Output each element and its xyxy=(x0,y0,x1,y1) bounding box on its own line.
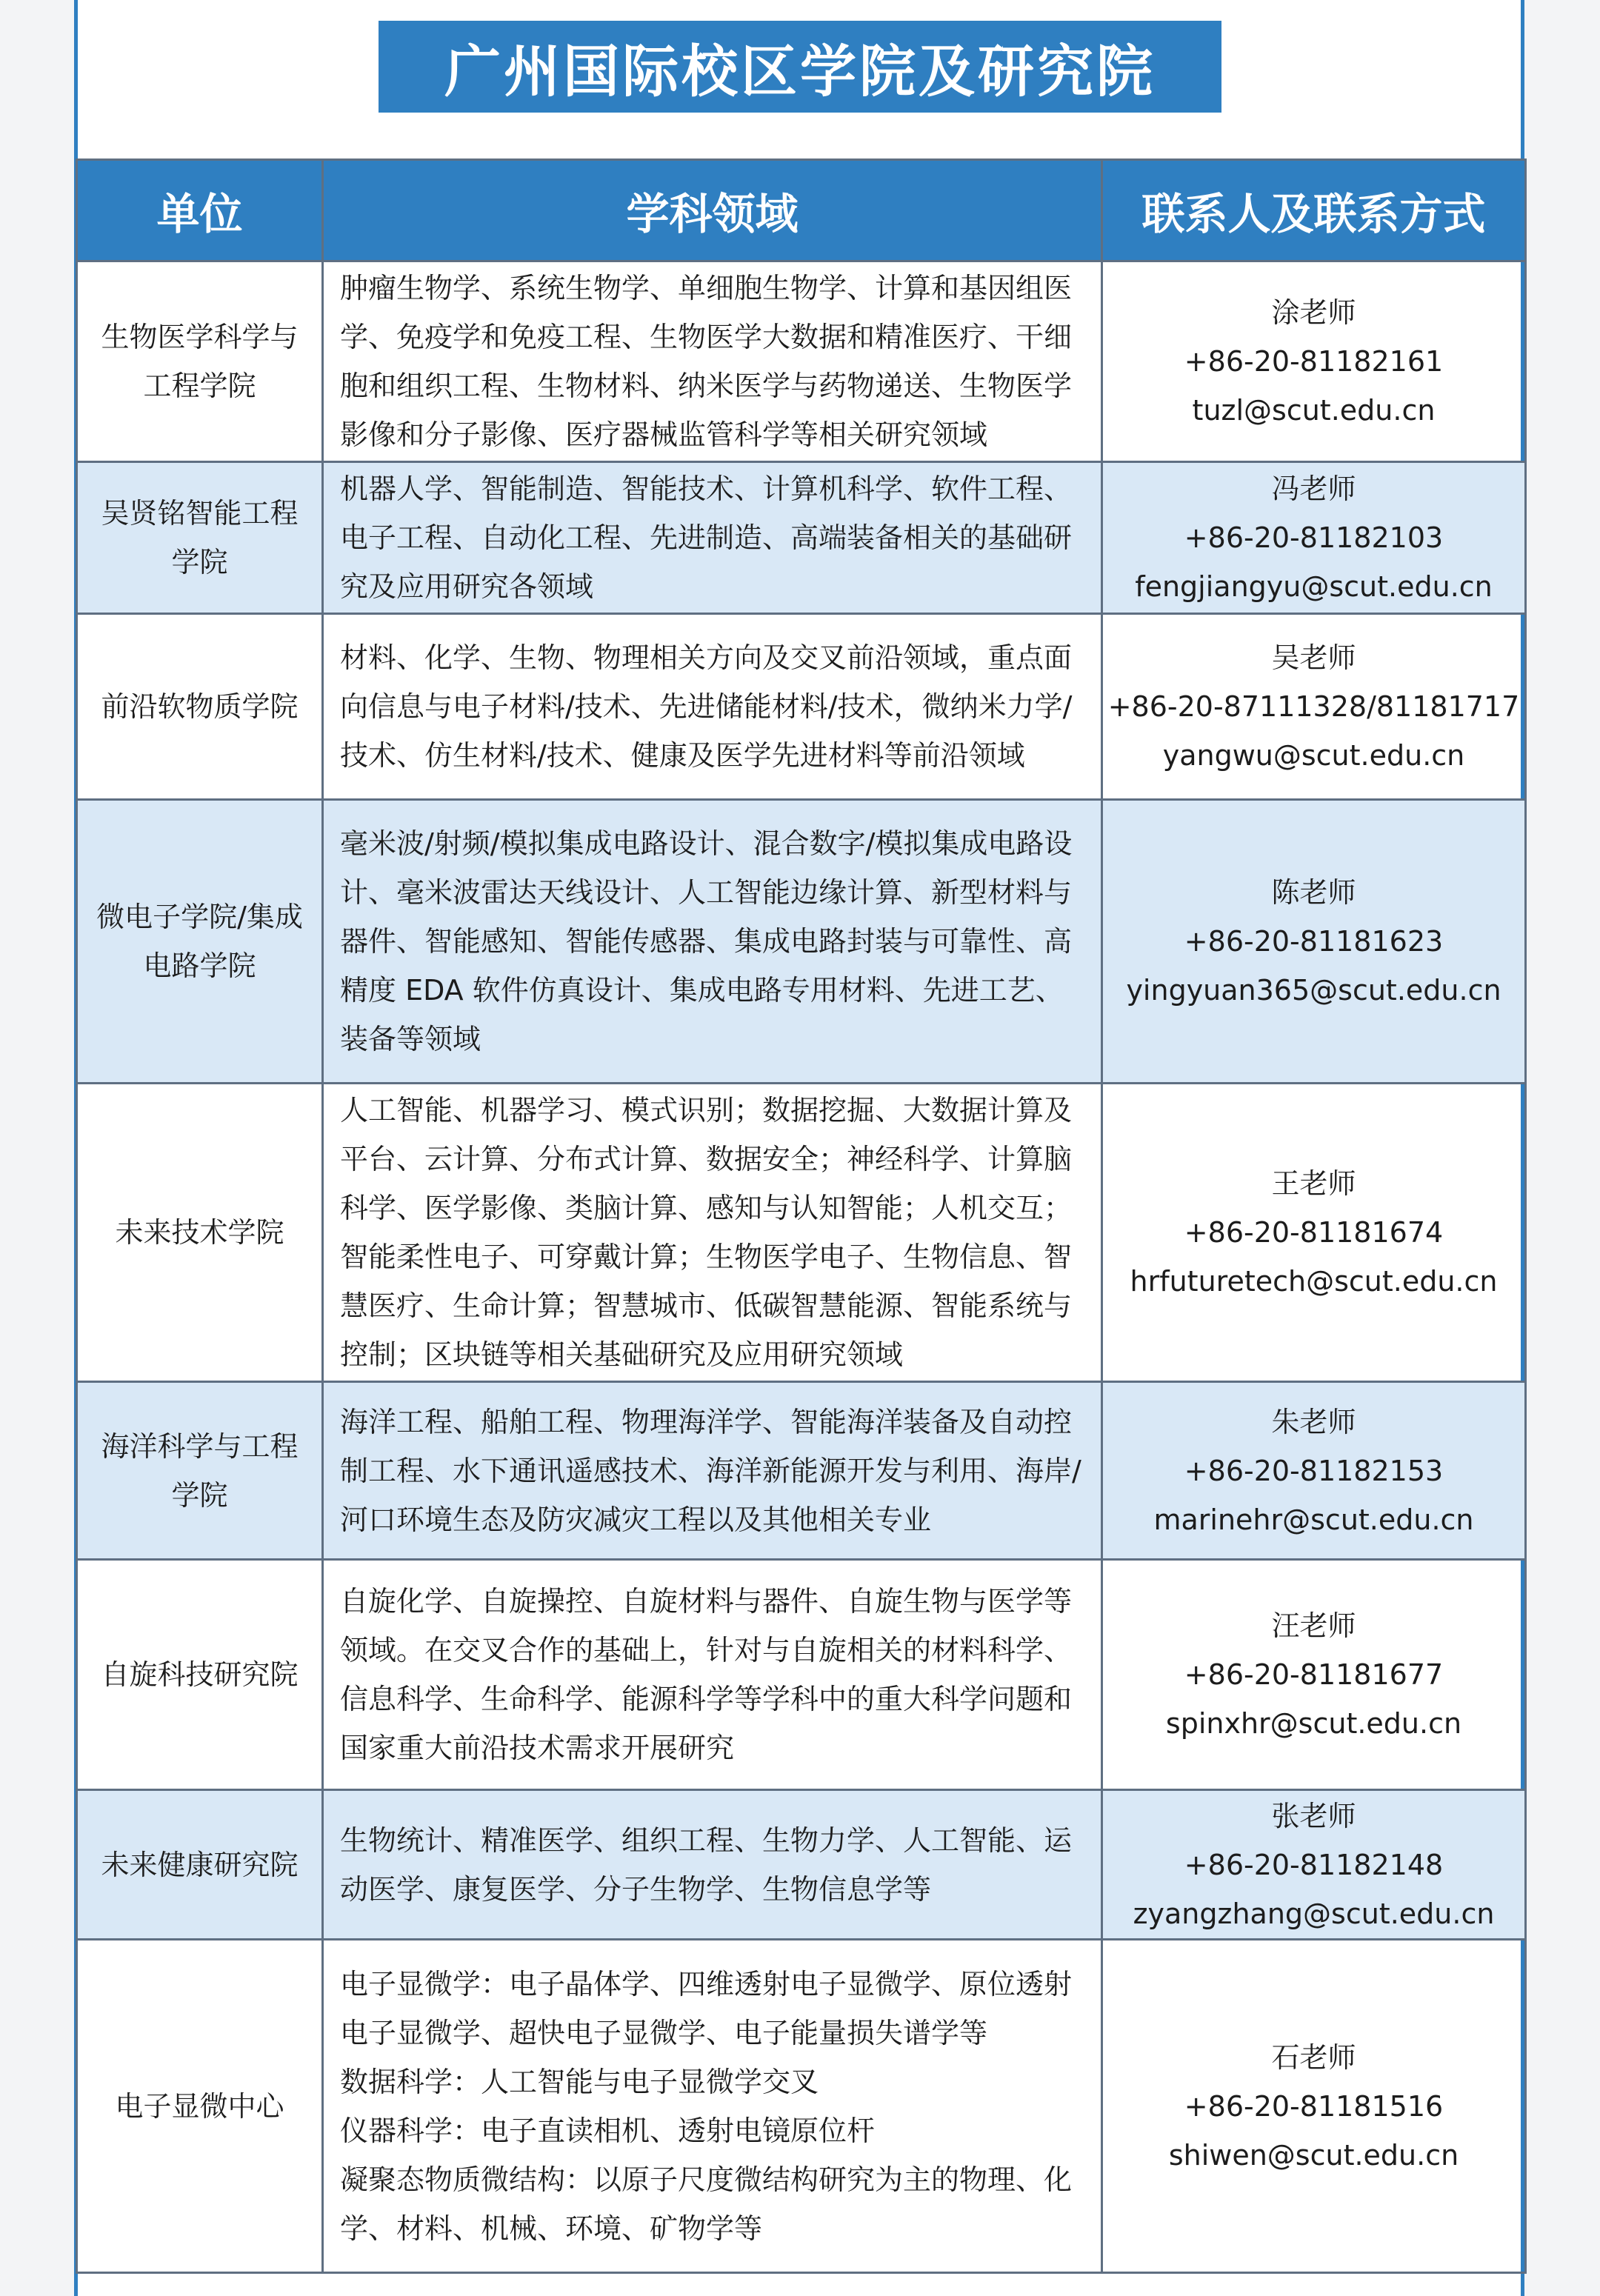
contact-phone: +86-20-81181677 xyxy=(1184,1658,1444,1691)
contact-phone: +86-20-81181516 xyxy=(1184,2089,1444,2123)
contact-email[interactable]: marinehr@scut.edu.cn xyxy=(1153,1503,1474,1536)
table-row xyxy=(77,1382,1526,1560)
contact-email[interactable]: spinxhr@scut.edu.cn xyxy=(1165,1707,1462,1740)
table-row xyxy=(77,614,1526,800)
contact-cell xyxy=(1102,800,1526,1084)
contact-name: 张老师 xyxy=(1271,1799,1356,1832)
field-cell: 机器人学、智能制造、智能技术、计算机科学、软件工程、电子工程、自动化工程、先进制造、高端装备相关的基础研究及应用研究各领域 xyxy=(323,462,1102,614)
header-unit: 单位 xyxy=(77,160,323,261)
unit-cell: 海洋科学与工程学院 xyxy=(77,1382,323,1560)
contact-email[interactable]: tuzl@scut.edu.cn xyxy=(1192,394,1436,427)
contact-name: 汪老师 xyxy=(1271,1609,1356,1642)
field-cell xyxy=(323,1940,1102,2273)
unit-cell: 前沿软物质学院 xyxy=(77,614,323,800)
table-row xyxy=(77,1084,1526,1382)
field-cell: 海洋工程、船舶工程、物理海洋学、智能海洋装备及自动控制工程、水下通讯遥感技术、海洋新能源开发与利用、海岸/河口环境生态及防灾减灾工程以及其他相关专业 xyxy=(323,1382,1102,1560)
table-row xyxy=(77,800,1526,1084)
contact-name: 冯老师 xyxy=(1271,473,1356,505)
field-cell: 人工智能、机器学习、模式识别；数据挖掘、大数据计算及平台、云计算、分布式计算、数据安全；神经科学、计算脑科学、医学影像、类脑计算、感知与认知智能；人机交互；智能柔性电子、可穿戴计算；生物医学电子、生物信息、智慧医疗、生命计算；智慧城市、低碳智慧能源、智能系统与控制；区块链等相关基础研究及应用研究领域 xyxy=(323,1084,1102,1382)
field-line: 电子显微学：电子晶体学、四维透射电子显微学、原位透射电子显微学、超快电子显微学、电子能量损失谱学等 xyxy=(340,1967,1073,2049)
contact-cell xyxy=(1102,614,1526,800)
unit-cell: 自旋科技研究院 xyxy=(77,1560,323,1790)
contact-cell xyxy=(1102,261,1526,462)
contact-phone: +86-20-81182161 xyxy=(1184,345,1444,378)
header-field: 学科领域 xyxy=(323,160,1102,261)
contact-name: 石老师 xyxy=(1271,2040,1356,2074)
contact-cell xyxy=(1102,462,1526,614)
contact-name: 朱老师 xyxy=(1271,1405,1356,1438)
contact-cell xyxy=(1102,1382,1526,1560)
contact-cell xyxy=(1102,1560,1526,1790)
contact-email[interactable]: hrfuturetech@scut.edu.cn xyxy=(1130,1265,1498,1298)
contact-phone: +86-20-81182153 xyxy=(1184,1454,1444,1487)
contact-phone: +86-20-81181623 xyxy=(1184,925,1444,958)
table-header-row xyxy=(77,160,1526,261)
table-row xyxy=(77,1940,1526,2273)
unit-cell: 吴贤铭智能工程学院 xyxy=(77,462,323,614)
contact-name: 陈老师 xyxy=(1271,876,1356,909)
institutes-table xyxy=(76,158,1527,2274)
unit-cell: 未来技术学院 xyxy=(77,1084,323,1382)
table-row xyxy=(77,462,1526,614)
field-cell: 生物统计、精准医学、组织工程、生物力学、人工智能、运动医学、康复医学、分子生物学、生物信息学等 xyxy=(323,1790,1102,1940)
contact-email[interactable]: fengjiangyu@scut.edu.cn xyxy=(1135,570,1493,603)
contact-email[interactable]: yingyuan365@scut.edu.cn xyxy=(1126,974,1501,1007)
contact-cell xyxy=(1102,1084,1526,1382)
field-line: 凝聚态物质微结构：以原子尺度微结构研究为主的物理、化学、材料、机械、环境、矿物学等 xyxy=(340,2163,1073,2245)
contact-email[interactable]: yangwu@scut.edu.cn xyxy=(1162,739,1465,772)
contact-email[interactable]: shiwen@scut.edu.cn xyxy=(1168,2138,1459,2172)
table-row xyxy=(77,261,1526,462)
contact-name: 涂老师 xyxy=(1271,296,1356,329)
contact-phone: +86-20-81182148 xyxy=(1184,1848,1444,1881)
contact-cell xyxy=(1102,1790,1526,1940)
contact-name: 王老师 xyxy=(1271,1167,1356,1200)
field-cell: 肿瘤生物学、系统生物学、单细胞生物学、计算和基因组医学、免疫学和免疫工程、生物医学大数据和精准医疗、干细胞和组织工程、生物材料、纳米医学与药物递送、生物医学影像和分子影像、医疗器械监管科学等相关研究领域 xyxy=(323,261,1102,462)
contact-phone: +86-20-87111328/81181717 xyxy=(1107,690,1520,723)
table-row xyxy=(77,1790,1526,1940)
contact-phone: +86-20-81181674 xyxy=(1184,1216,1444,1249)
unit-cell: 未来健康研究院 xyxy=(77,1790,323,1940)
contact-email[interactable]: zyangzhang@scut.edu.cn xyxy=(1133,1897,1495,1930)
unit-cell: 微电子学院/集成电路学院 xyxy=(77,800,323,1084)
field-cell: 材料、化学、生物、物理相关方向及交叉前沿领域，重点面向信息与电子材料/技术、先进储能材料/技术，微纳米力学/技术、仿生材料/技术、健康及医学先进材料等前沿领域 xyxy=(323,614,1102,800)
table-row xyxy=(77,1560,1526,1790)
unit-cell: 生物医学科学与工程学院 xyxy=(77,261,323,462)
contact-cell xyxy=(1102,1940,1526,2273)
page-title: 广州国际校区学院及研究院 xyxy=(379,21,1221,113)
field-line: 仪器科学：电子直读相机、透射电镜原位杆 xyxy=(340,2114,876,2147)
contact-phone: +86-20-81182103 xyxy=(1184,521,1444,554)
header-contact: 联系人及联系方式 xyxy=(1102,160,1526,261)
unit-cell: 电子显微中心 xyxy=(77,1940,323,2273)
field-cell: 毫米波/射频/模拟集成电路设计、混合数字/模拟集成电路设计、毫米波雷达天线设计、人工智能边缘计算、新型材料与器件、智能感知、智能传感器、集成电路封装与可靠性、高精度 EDA 软件仿真设计、集成电路专用材料、先进工艺、装备等领域 xyxy=(323,800,1102,1084)
field-cell: 自旋化学、自旋操控、自旋材料与器件、自旋生物与医学等领域。在交叉合作的基础上，针对与自旋相关的材料科学、信息科学、生命科学、能源科学等学科中的重大科学问题和国家重大前沿技术需求开展研究 xyxy=(323,1560,1102,1790)
contact-name: 吴老师 xyxy=(1271,641,1356,674)
field-line: 数据科学：人工智能与电子显微学交叉 xyxy=(340,2065,819,2098)
